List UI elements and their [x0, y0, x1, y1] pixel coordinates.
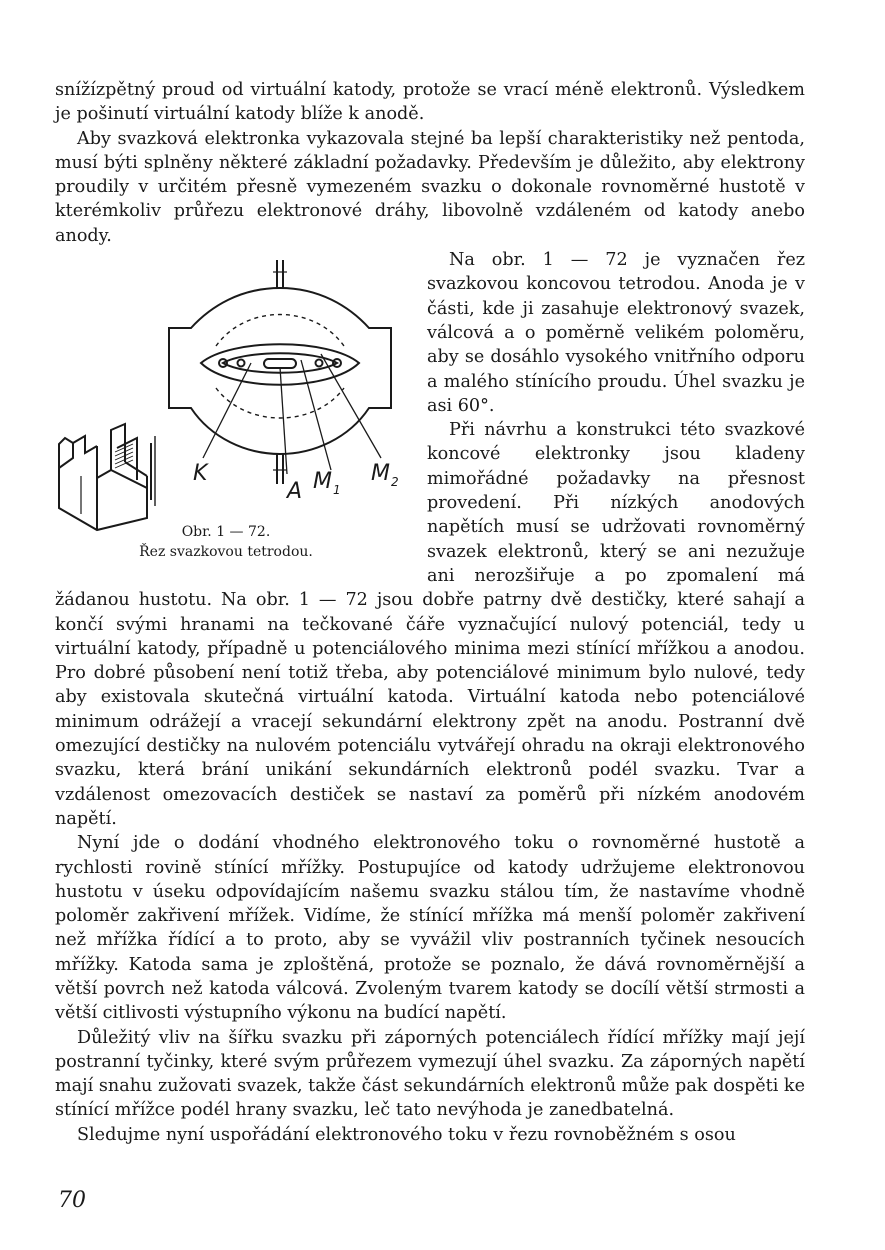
- electrode-perspective-sketch: [59, 424, 155, 530]
- caption-title: Řez svazkovou tetrodou.: [139, 544, 313, 561]
- label-a: A: [287, 479, 303, 505]
- figure-caption: [111, 522, 341, 562]
- paragraph: Při návrhu a konstrukci této svazkové koncové elektronky jsou kladeny mimořádné požadavky na přesnost provedení. Při nízkých anodových napětích musí se udržovati rovnoměrný svazek elektronů, který se ani nezužuje ani nerozšiřuje a po zpomalení má žádanou hustotu. Na obr. 1 — 72 jsou dobře patrny dvě destičky, které sahají a končí svými hranami na tečkované čáře vyznačující nulový potenciál, tedy u virtuální katody, případně u potenciálového minima mezi stínící mřížkou a anodou. Pro dobré působení není totiž třeba, aby potenciálové minimum bylo nulové, tedy aby existovala skutečná virtuální katoda. Virtuální katoda nebo potenciálové minimum odrážejí a vracejí sekundární elektrony zpět na anodu. Postranní dvě omezující destičky na nulovém potenciálu vytvářejí ohradu na okraji elektronového svazku, která brání unikání sekundárních elektronů podél svazku. Tvar a vzdálenost omezovacích destiček se nastaví za poměrů při nízkém anodovém napětí.: [55, 420, 805, 829]
- caption-number: Obr. 1 — 72.: [181, 524, 271, 541]
- page-body: [55, 78, 805, 1147]
- label-m2-sub: 2: [391, 475, 399, 490]
- paragraph: Aby svazková elektronka vykazovala stejné ba lepší charakteristiky než pentoda, musí býti splněny některé základní požadavky. Především je důležito, aby elektrony proudily v určitém přesně vymezeném svazku o dokonale rovnoměrné hustotě v kterémkoliv průřezu elektronové dráhy, libovolně vzdáleném od katody anebo anody.: [55, 128, 805, 246]
- label-k: K: [193, 461, 208, 487]
- label-m1-sub: 1: [333, 483, 341, 498]
- label-m1: M: [313, 469, 332, 495]
- paragraph: Na obr. 1 — 72 je vyznačen řez svazkovou koncovou tetrodou. Anoda je v části, kde ji zasahuje elektronový svazek, válcová a o poměrně velikém poloměru, aby se dosáhlo vysokého vnitřního odporu a malého stínícího proudu. Úhel svazku je asi 60°.: [427, 250, 805, 416]
- paragraph: snížízpětný proud od virtuální katody, protože se vrací méně elektronů. Výsledkem je pošinutí virtuální katody blíže k anodě.: [55, 80, 805, 125]
- tube-cross-section: [169, 260, 391, 487]
- label-m2: M: [371, 461, 390, 487]
- figure-1-72: [51, 248, 419, 588]
- paragraph: Sledujme nyní uspořádání elektronového toku v řezu rovnoběžném s osou: [77, 1124, 736, 1145]
- paragraph: Nyní jde o dodání vhodného elektronového toku o rovnoměrné hustotě a rychlosti rovině stínící mřížky. Postupujíce od katody udržujeme elektronovou hustotu v úseku odpovídajícím našemu svazku stálou tím, že nastavíme vhodně poloměr zakřivení mřížek. Vidíme, že stínící mřížka má menší poloměr zakřivení než mřížka řídící a to proto, aby se vyvážil vliv postranních tyčinek nesoucích mřížky. Katoda sama je zploštěná, protože se poznalo, že dává rovnoměrnější a větší povrch než katoda válcová. Zvoleným tvarem katody se docílí větší strmosti a větší citlivosti výstupního výkonu na budící napětí.: [55, 833, 805, 1024]
- page-number: 70: [58, 1188, 86, 1213]
- paragraph: Důležitý vliv na šířku svazku při záporných potenciálech řídící mřížky mají její postranní tyčinky, které svým průřezem vymezují úhel svazku. Za záporných napětí mají snahu zužovati svazek, takže část sekundárních elektronů může pak dospěti ke stínící mřížce podél hrany svazku, leč tato nevýhoda je zanedbatelná.: [55, 1027, 805, 1121]
